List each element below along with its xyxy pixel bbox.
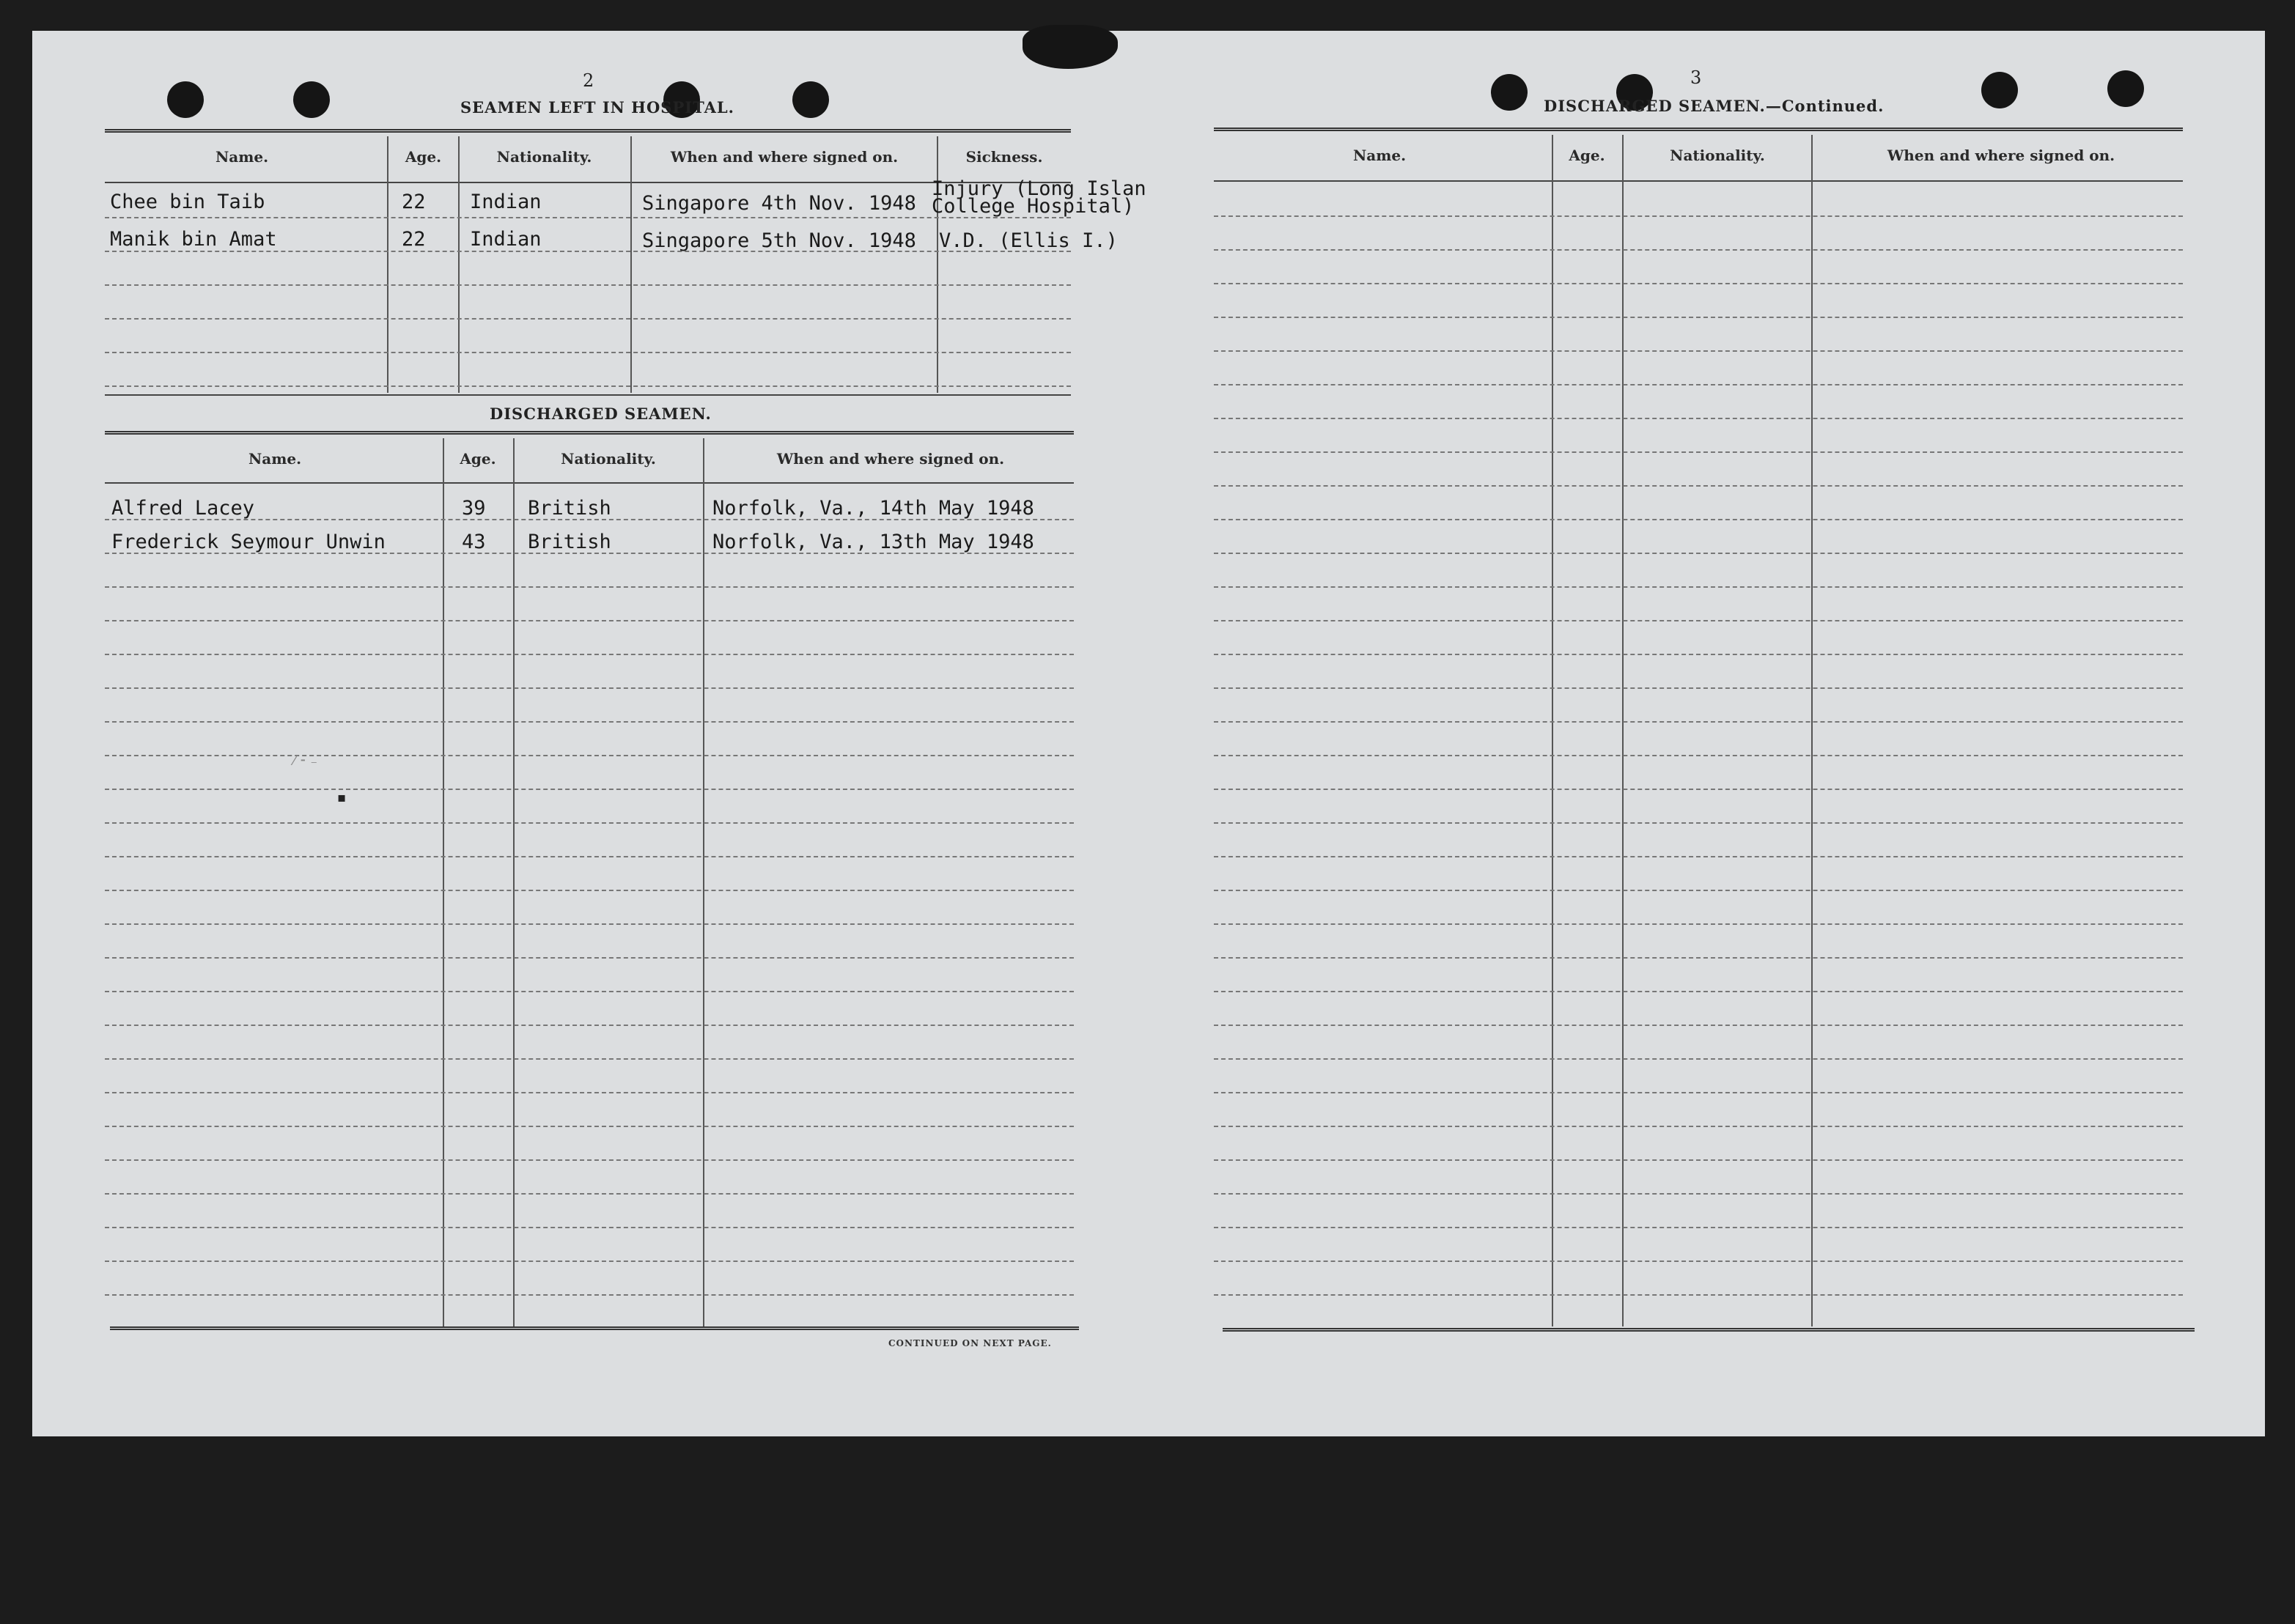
column-header-signed-on: When and where signed on. — [670, 148, 899, 166]
cell-name: Alfred Lacey — [111, 497, 255, 520]
cell-nationality: Indian — [470, 228, 542, 251]
column-divider — [630, 136, 632, 393]
row-line — [1214, 1058, 2183, 1060]
header-underline — [105, 482, 1074, 484]
row-line — [1214, 1159, 2183, 1161]
cell-age: 43 — [462, 531, 486, 553]
cell-name: Chee bin Taib — [110, 191, 265, 213]
continued-note: CONTINUED ON NEXT PAGE. — [888, 1338, 1052, 1348]
row-line — [1214, 721, 2183, 723]
row-line — [1214, 553, 2183, 554]
page-number: 3 — [1690, 67, 1702, 88]
cell-signed-on: Singapore 4th Nov. 1948 — [642, 192, 916, 215]
row-line — [105, 318, 1071, 320]
punch-hole — [1981, 72, 2018, 108]
row-line — [105, 687, 1074, 689]
row-line — [1214, 519, 2183, 520]
column-divider — [1811, 135, 1813, 1326]
column-header-name: Name. — [248, 450, 302, 468]
row-line — [105, 1227, 1074, 1228]
column-header-sickness: Sickness. — [965, 148, 1043, 166]
cell-signed-on: Norfolk, Va., 13th May 1948 — [712, 531, 1034, 553]
row-line — [1214, 620, 2183, 621]
row-line — [1214, 890, 2183, 891]
discharged-section-title: DISCHARGED SEAMEN. — [490, 405, 712, 423]
row-line — [1214, 384, 2183, 385]
row-line — [105, 284, 1071, 286]
row-line — [1214, 1092, 2183, 1093]
column-header-nationality: Nationality. — [1670, 147, 1765, 164]
column-header-name: Name. — [1352, 147, 1407, 164]
cell-nationality: British — [528, 497, 611, 520]
punch-hole — [2107, 70, 2144, 107]
row-line — [1214, 1261, 2183, 1262]
cell-age: 39 — [462, 497, 486, 520]
column-header-signed-on: When and where signed on. — [776, 450, 1005, 468]
row-line — [1214, 687, 2183, 689]
row-line — [1214, 350, 2183, 352]
row-line — [1214, 586, 2183, 588]
cell-age: 22 — [402, 191, 426, 213]
column-divider — [1552, 135, 1553, 1326]
table-bottom-rule — [110, 1326, 1079, 1330]
column-header-age: Age. — [1569, 147, 1605, 164]
row-line — [1214, 755, 2183, 756]
column-divider — [458, 136, 460, 393]
row-line — [1214, 1193, 2183, 1195]
punch-hole — [1491, 74, 1528, 111]
row-line — [105, 957, 1074, 959]
row-line — [1214, 1126, 2183, 1127]
column-divider — [937, 136, 938, 393]
discharged-continued-title: DISCHARGED SEAMEN.—Continued. — [1544, 97, 1885, 115]
row-line — [1214, 1025, 2183, 1026]
row-line — [105, 789, 1074, 790]
column-header-nationality: Nationality. — [496, 148, 592, 166]
header-underline — [1214, 180, 2183, 182]
row-line — [105, 856, 1074, 857]
row-line — [1214, 822, 2183, 824]
row-line — [1214, 856, 2183, 857]
row-line — [105, 923, 1074, 925]
cell-name: Manik bin Amat — [110, 228, 277, 251]
row-line — [105, 217, 1071, 218]
page-number: 2 — [583, 70, 594, 91]
stray-mark: ⁄ ⁃ ₋ — [293, 753, 317, 769]
row-line — [105, 1126, 1074, 1127]
row-line — [105, 755, 1074, 756]
cell-sickness: Injury (Long Islan — [932, 177, 1146, 200]
row-line — [105, 1092, 1074, 1093]
table-bottom-rule — [1223, 1328, 2195, 1332]
cell-signed-on: Norfolk, Va., 14th May 1948 — [712, 497, 1034, 520]
stray-dot: ▪ — [337, 790, 347, 805]
row-line — [105, 654, 1074, 655]
row-line — [105, 251, 1071, 252]
column-header-name: Name. — [215, 148, 269, 166]
punch-hole — [293, 81, 330, 118]
section-divider — [105, 394, 1071, 396]
cell-signed-on: Singapore 5th Nov. 1948 — [642, 229, 916, 252]
hospital-section-title: SEAMEN LEFT IN HOSPITAL. — [460, 98, 734, 117]
cell-name: Frederick Seymour Unwin — [111, 531, 386, 553]
row-line — [1214, 451, 2183, 453]
column-divider — [387, 136, 388, 393]
cell-nationality: Indian — [470, 191, 542, 213]
row-line — [1214, 249, 2183, 251]
row-line — [1214, 283, 2183, 284]
row-line — [1214, 418, 2183, 419]
row-line — [105, 1261, 1074, 1262]
row-line — [105, 1058, 1074, 1060]
row-line — [1214, 654, 2183, 655]
column-header-age: Age. — [405, 148, 442, 166]
row-line — [105, 620, 1074, 621]
cell-age: 22 — [402, 228, 426, 251]
document-sheet — [32, 31, 2265, 1436]
column-header-nationality: Nationality. — [561, 450, 656, 468]
row-line — [105, 1294, 1074, 1296]
cell-nationality: British — [528, 531, 611, 553]
row-line — [1214, 485, 2183, 487]
row-line — [105, 890, 1074, 891]
row-line — [105, 1193, 1074, 1195]
row-line — [1214, 957, 2183, 959]
row-line — [1214, 215, 2183, 217]
row-line — [105, 1025, 1074, 1026]
column-header-age: Age. — [460, 450, 496, 468]
header-underline — [105, 182, 1071, 183]
header-rule — [1214, 128, 2183, 131]
column-divider — [1622, 135, 1624, 1326]
row-line — [105, 991, 1074, 992]
row-line — [1214, 1294, 2183, 1296]
row-line — [105, 822, 1074, 824]
row-line — [105, 721, 1074, 723]
cell-sickness-cont: College Hospital) — [932, 195, 1135, 218]
cell-sickness: V.D. (Ellis I.) — [939, 229, 1118, 252]
row-line — [1214, 1227, 2183, 1228]
column-header-signed-on: When and where signed on. — [1887, 147, 2115, 164]
row-line — [1214, 991, 2183, 992]
row-line — [1214, 317, 2183, 318]
row-line — [105, 1159, 1074, 1161]
punch-hole — [792, 81, 829, 118]
row-line — [105, 352, 1071, 353]
row-line — [105, 385, 1071, 387]
row-line — [105, 586, 1074, 588]
header-rule — [105, 129, 1071, 133]
row-line — [1214, 923, 2183, 925]
header-rule — [105, 431, 1074, 435]
row-line — [1214, 789, 2183, 790]
punch-hole — [167, 81, 204, 118]
